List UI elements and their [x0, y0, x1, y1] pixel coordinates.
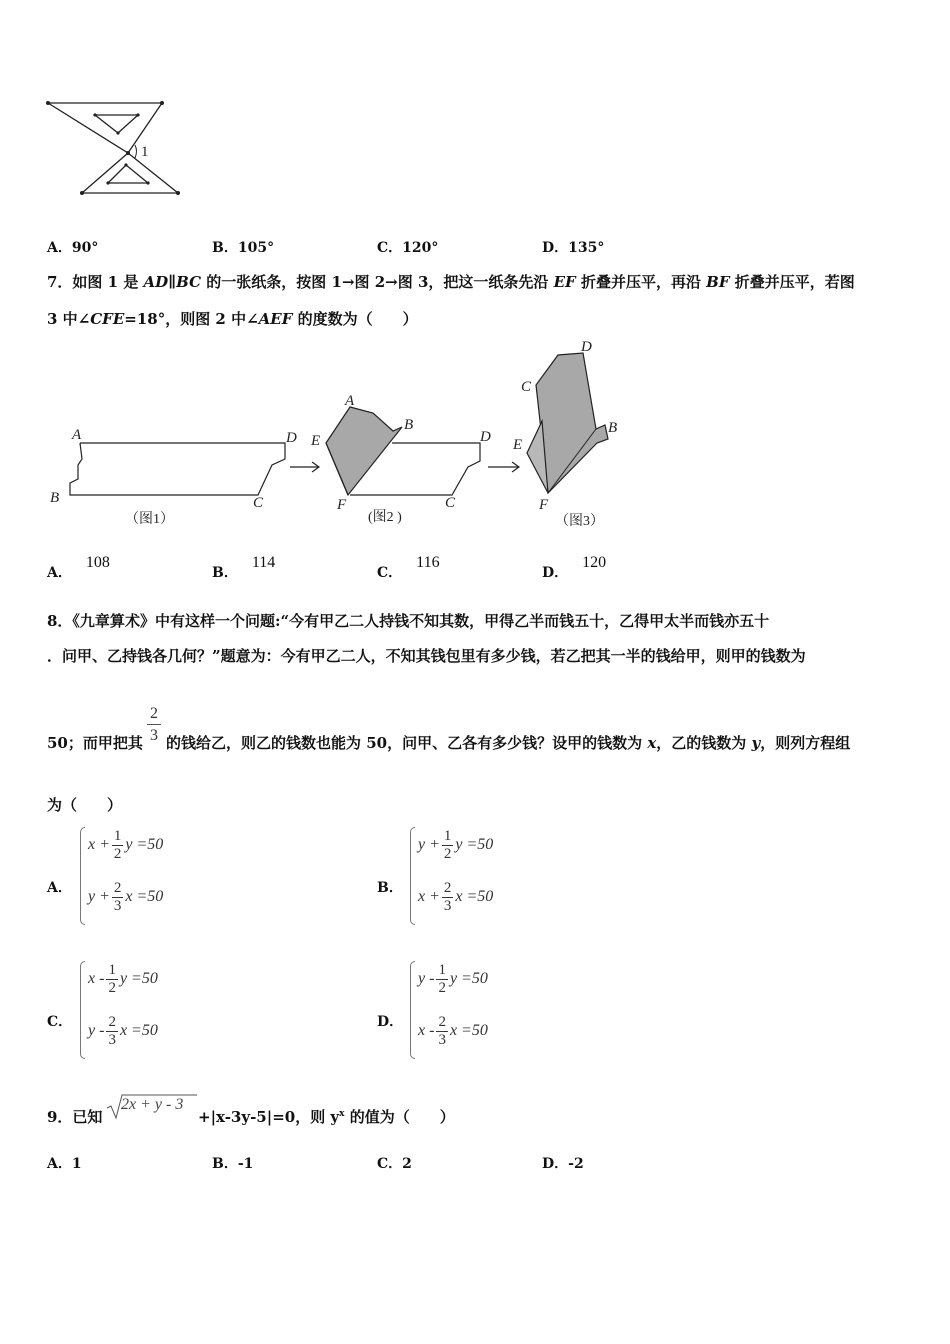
option-label: D．: [377, 1014, 404, 1030]
option-label: D．: [542, 1156, 569, 1172]
q8-line-2: ．问甲、乙持钱各几何？”题意为：今有甲乙二人，不知其钱包里有多少钱，若乙把其一半的钱给甲，则甲的钱数为: [47, 647, 806, 665]
arrow-1-icon: [290, 462, 319, 472]
q6-figure: [40, 95, 190, 200]
svg-text:D: D: [480, 429, 491, 445]
fig3-strip: [512, 339, 617, 513]
option-text: 105°: [237, 240, 275, 256]
option-text: -1: [237, 1156, 254, 1172]
fig1-strip: [50, 427, 297, 511]
svg-text:B: B: [404, 417, 414, 433]
option-text: 108: [85, 554, 110, 571]
q7-option-b[interactable]: [212, 554, 276, 582]
svg-text:E: E: [513, 437, 523, 453]
option-label: C．: [377, 240, 403, 256]
svg-text:B: B: [50, 490, 60, 506]
q8-line-3b: 的钱给乙，则乙的钱数也能为 50，问甲、乙各有多少钱？设甲的钱数为 x，乙的钱数为 y，则列方程组: [166, 734, 851, 752]
q8-a-eq2: y + $\frac{2}{3}$ x =50: [88, 880, 164, 914]
svg-text:F: F: [337, 497, 347, 513]
option-label: D．: [542, 240, 569, 256]
q8-option-c[interactable]: [47, 1011, 72, 1031]
svg-text:C: C: [253, 495, 264, 511]
q8-d-eq1: y - $\frac{1}{2}$ y =50: [418, 962, 488, 996]
option-text: 1: [71, 1156, 82, 1172]
option-text: 2: [402, 1156, 412, 1172]
q9-option-d[interactable]: [542, 1153, 584, 1173]
svg-text:D: D: [286, 430, 297, 446]
q7-line-1: 7．如图 1 是 AD∥BC 的一张纸条，按图 1→图 2→图 3，把这一纸条先沿 EF 折叠并压平，再沿 BF 折叠并压平，若图: [47, 273, 855, 291]
q6-option-b[interactable]: [212, 237, 274, 257]
q7-figures: [40, 335, 640, 535]
option-text: 116: [416, 554, 440, 571]
option-text: -2: [568, 1156, 584, 1172]
q6-option-a[interactable]: [47, 237, 98, 257]
angle-1-label: 1: [141, 144, 149, 160]
q7-option-d[interactable]: [542, 554, 607, 582]
q8-b-eq2: x + $\frac{2}{3}$ x =50: [418, 880, 494, 914]
option-label: B．: [212, 1156, 238, 1172]
q9-expression: +|x-3y-5|=0，则 $y^x$ 的值为（ ）: [198, 1108, 455, 1126]
fig2-strip: [310, 393, 491, 513]
brace-icon: [80, 827, 85, 925]
q8-option-d[interactable]: [377, 1011, 403, 1031]
option-label: C．: [47, 1014, 73, 1030]
q8-line-1: 8．《九章算术》中有这样一个问题:“今有甲乙二人持钱不知其数，甲得乙半而钱五十，乙得甲太半而钱亦五十: [47, 612, 770, 630]
svg-text:B: B: [608, 420, 618, 436]
q9-option-b[interactable]: [212, 1153, 253, 1173]
q7-option-c[interactable]: [377, 554, 440, 582]
option-text: 120°: [402, 240, 439, 256]
option-label: C．: [377, 1156, 403, 1172]
svg-text:C: C: [445, 495, 456, 511]
q8-line-3: 50；而甲把其: [47, 734, 143, 752]
q8-a-eq1: x + $\frac{1}{2}$ y =50: [88, 828, 164, 862]
option-text: 120: [582, 554, 607, 571]
q8-line-4: 为（ ）: [47, 796, 123, 814]
option-text: 90°: [71, 240, 99, 256]
option-label: A．: [47, 880, 72, 896]
svg-text:C: C: [521, 379, 532, 395]
option-label: A．: [47, 240, 72, 256]
brace-icon: [80, 961, 85, 1059]
option-label: B．: [212, 565, 238, 581]
option-label: C．: [377, 565, 403, 581]
svg-text:A: A: [72, 427, 82, 443]
option-label: D．: [542, 565, 569, 581]
fig1-caption: （图1）: [125, 512, 174, 527]
svg-text:F: F: [539, 497, 549, 513]
option-label: B．: [377, 880, 403, 896]
q6-option-d[interactable]: [542, 237, 604, 257]
q8-d-eq2: x - $\frac{2}{3}$ x =50: [418, 1014, 488, 1048]
option-text: 114: [251, 554, 276, 571]
fig3-caption: （图3）: [555, 514, 604, 529]
q9-option-a[interactable]: [47, 1153, 82, 1173]
arrow-2-icon: [488, 462, 519, 472]
q9-prefix: 9．已知: [47, 1108, 103, 1126]
svg-text:A: A: [345, 393, 355, 409]
q8-option-a[interactable]: [47, 877, 72, 897]
q7-option-a[interactable]: [47, 554, 110, 582]
brace-icon: [410, 827, 415, 925]
option-label: A．: [47, 1156, 72, 1172]
option-text: 135°: [568, 240, 605, 256]
svg-text:E: E: [311, 433, 321, 449]
q9-option-c[interactable]: [377, 1153, 412, 1173]
q9-radicand: 2x + y - 3: [121, 1096, 184, 1113]
option-label: B．: [212, 240, 238, 256]
svg-text:D: D: [581, 339, 592, 355]
brace-icon: [410, 961, 415, 1059]
q8-fraction: 2 3: [147, 704, 161, 747]
q8-c-eq2: y - $\frac{2}{3}$ x =50: [88, 1014, 158, 1048]
q8-option-b[interactable]: [377, 877, 403, 897]
q8-c-eq1: x - $\frac{1}{2}$ y =50: [88, 962, 158, 996]
q6-option-c[interactable]: [377, 237, 438, 257]
fig2-caption: (图2 ): [368, 510, 402, 525]
q7-line-2: 3 中∠CFE=18°，则图 2 中∠AEF 的度数为（ ）: [47, 310, 418, 328]
option-label: A．: [47, 565, 72, 581]
q8-b-eq1: y + $\frac{1}{2}$ y =50: [418, 828, 494, 862]
